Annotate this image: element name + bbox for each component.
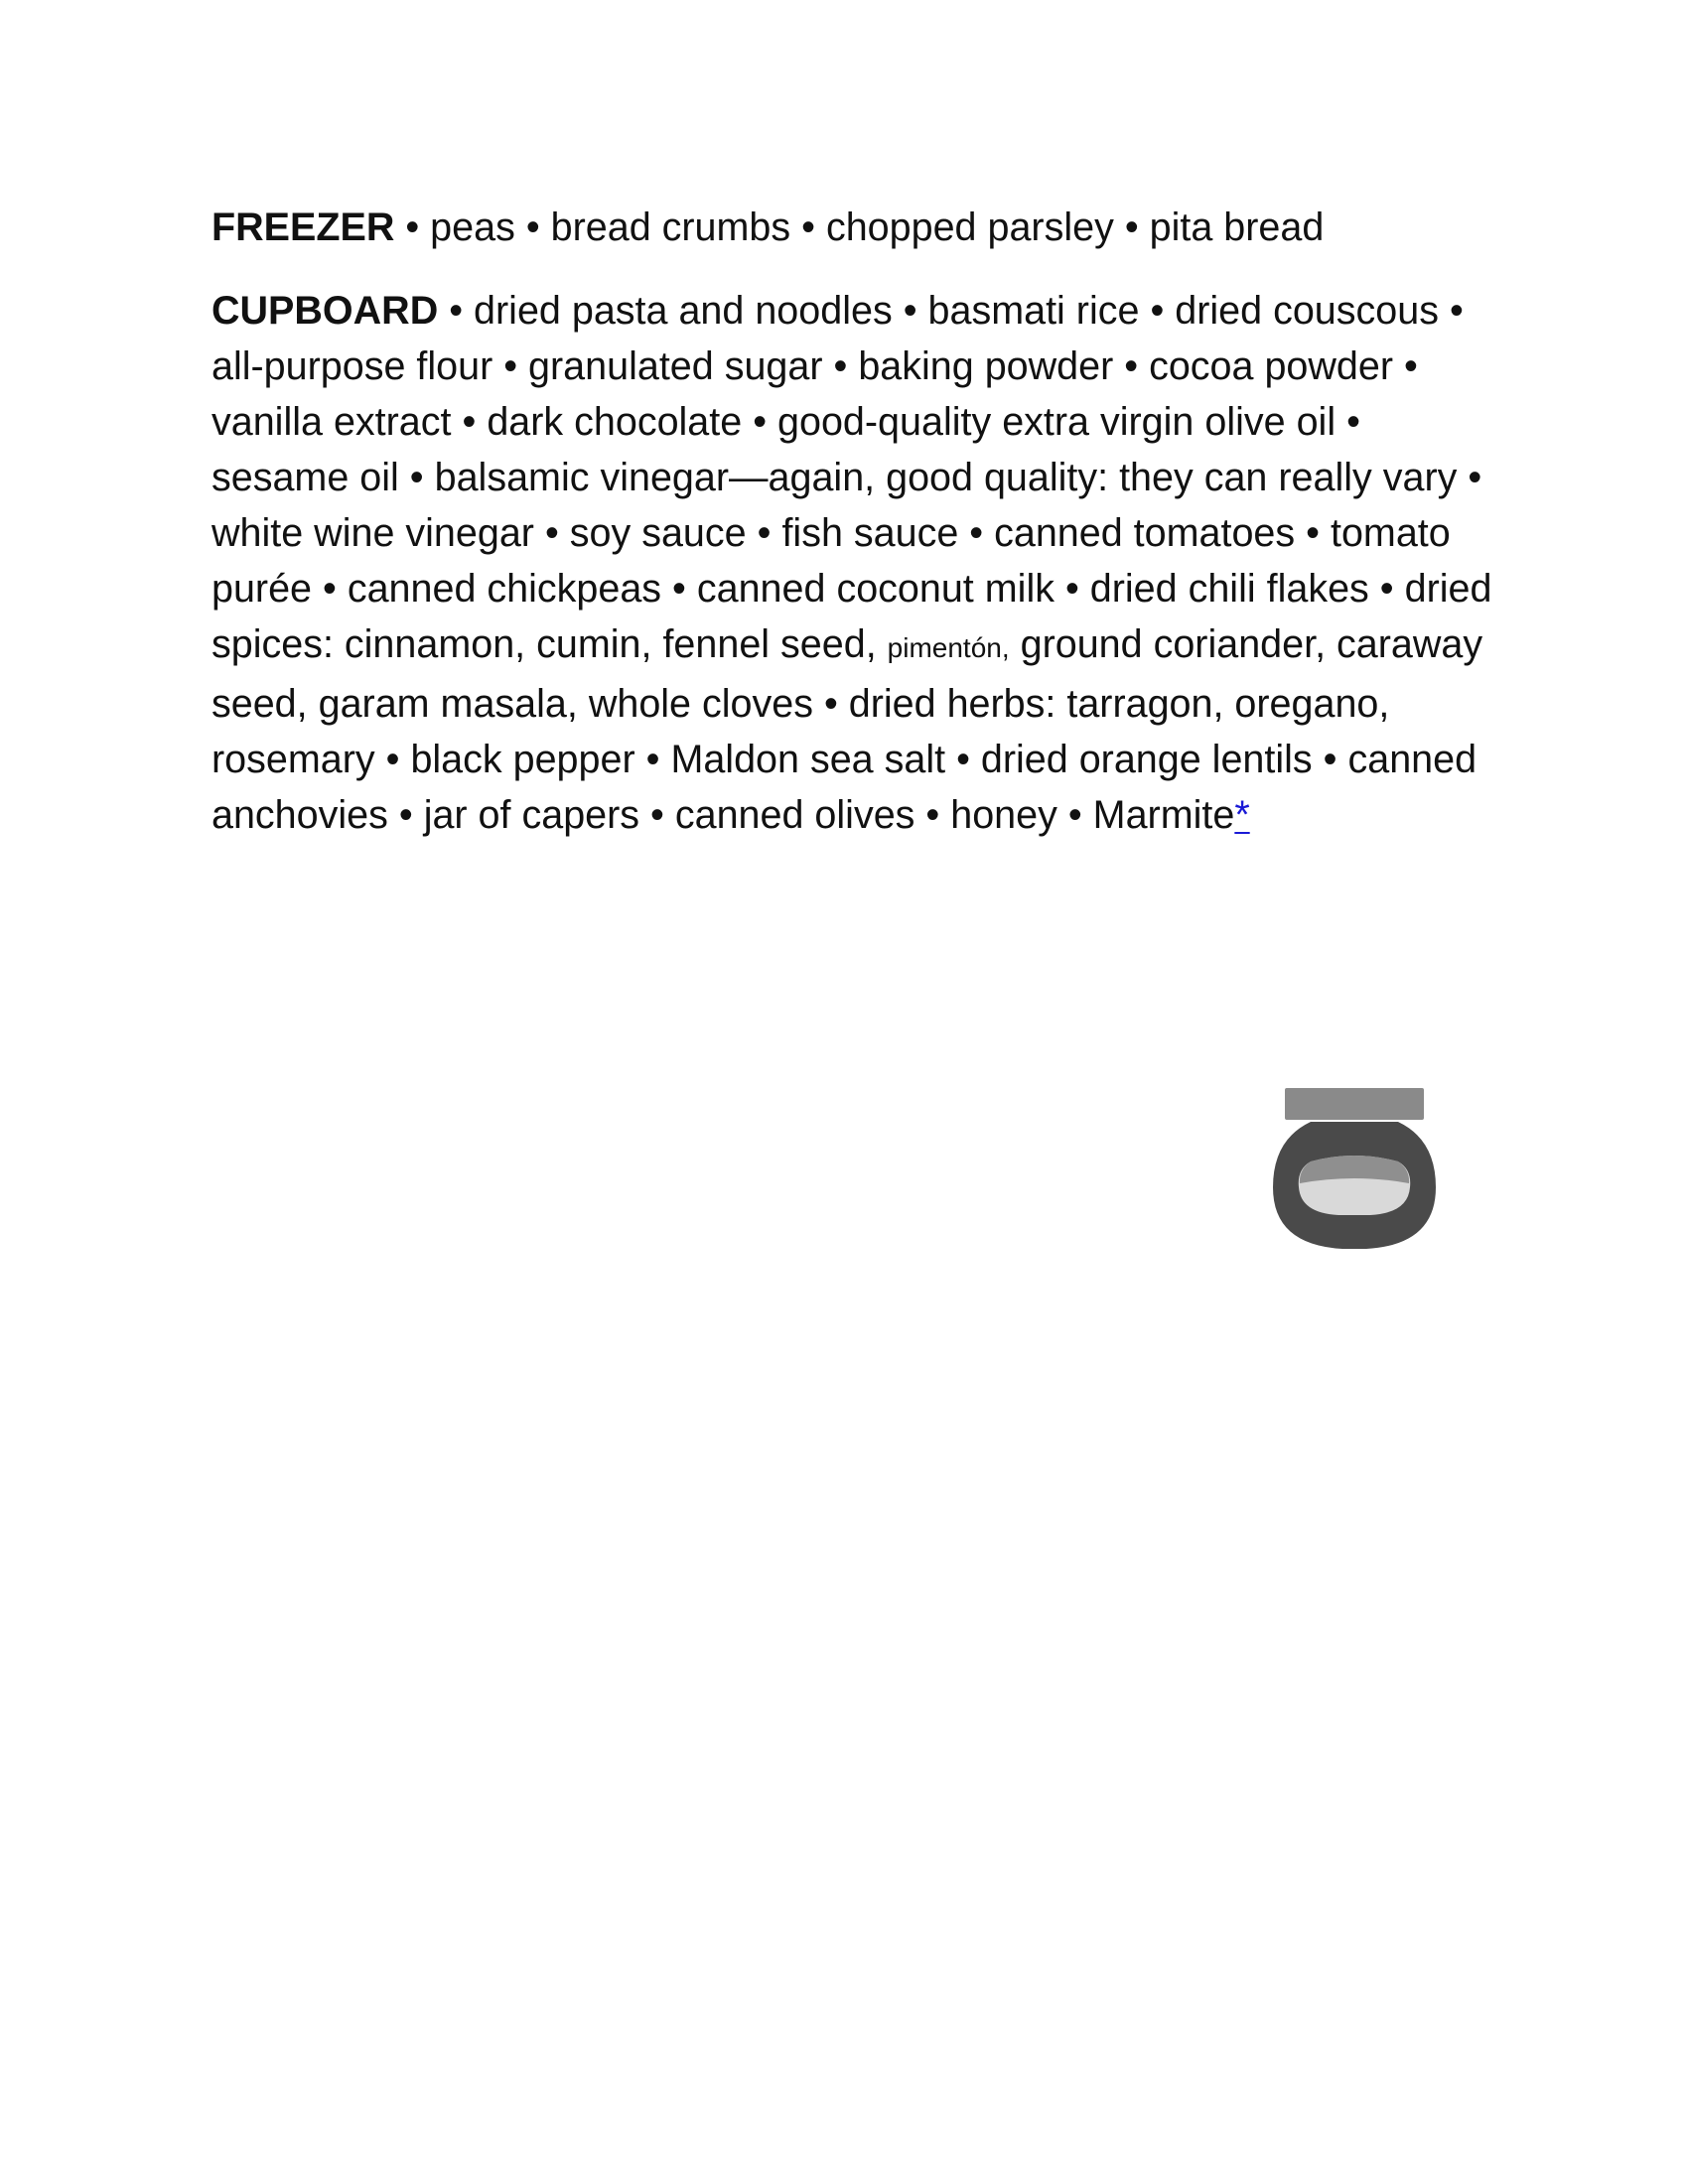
bullet-separator: • — [757, 511, 772, 555]
cupboard-paragraph — [211, 283, 1492, 843]
list-item: dried pasta and noodles — [474, 289, 893, 333]
list-item: cocoa powder — [1149, 344, 1394, 388]
bullet-separator: • — [323, 567, 337, 611]
bullet-separator: • — [823, 682, 838, 726]
bullet-separator: • — [1323, 738, 1337, 781]
list-item: vanilla extract — [211, 400, 452, 444]
jar-icon — [1271, 1088, 1438, 1252]
bullet-separator: • — [645, 738, 660, 781]
bullet-separator: • — [833, 344, 848, 388]
list-item: baking powder — [858, 344, 1114, 388]
bullet-separator: • — [1306, 511, 1320, 555]
list-item: dried couscous — [1175, 289, 1439, 333]
bullet-separator: • — [1468, 456, 1482, 499]
bullet-separator: • — [405, 205, 420, 249]
list-item: basmati rice — [927, 289, 1140, 333]
list-item: dried orange lentils — [980, 738, 1313, 781]
cupboard-heading: CUPBOARD — [211, 289, 439, 333]
bullet-separator: • — [385, 738, 400, 781]
bullet-separator: • — [650, 793, 664, 837]
freezer-heading: FREEZER — [211, 205, 395, 249]
list-item: white wine vinegar — [211, 511, 534, 555]
list-item: granulated sugar — [528, 344, 823, 388]
bullet-separator: • — [1379, 567, 1394, 611]
list-item: canned tomatoes — [994, 511, 1296, 555]
bullet-separator: • — [1067, 793, 1082, 837]
list-item-spices-small: pimentón, — [887, 632, 1010, 663]
list-item: canned olives — [674, 793, 915, 837]
list-item: dried herbs: tarragon, oregano, rosemary — [211, 682, 1390, 781]
bullet-separator: • — [1150, 289, 1165, 333]
list-item: all-purpose flour — [211, 344, 493, 388]
bullet-separator: • — [903, 289, 917, 333]
list-item: fish sauce — [781, 511, 959, 555]
list-item: canned anchovies — [211, 738, 1477, 837]
bullet-separator: • — [398, 793, 413, 837]
bullet-separator: • — [462, 400, 477, 444]
list-item: dried chili flakes — [1089, 567, 1369, 611]
list-item: balsamic vinegar—again, good quality: they can really vary — [434, 456, 1458, 499]
bullet-separator: • — [1404, 344, 1418, 388]
bullet-separator: • — [503, 344, 518, 388]
bullet-separator: • — [925, 793, 940, 837]
list-item: pita bread — [1149, 205, 1325, 249]
list-item: dark chocolate — [487, 400, 743, 444]
bullet-separator: • — [956, 738, 970, 781]
bullet-separator: • — [409, 456, 424, 499]
list-item: canned coconut milk — [696, 567, 1055, 611]
bullet-separator: • — [1346, 400, 1360, 444]
list-item-spices-suffix: ground coriander, caraway seed, garam masala, whole cloves — [211, 622, 1483, 726]
list-item-spices-prefix: dried spices: cinnamon, cumin, fennel seed, — [211, 567, 1492, 666]
bullet-separator: • — [969, 511, 984, 555]
list-item: soy sauce — [569, 511, 747, 555]
list-item: honey — [950, 793, 1057, 837]
list-item: bread crumbs — [550, 205, 791, 249]
bullet-separator: • — [1449, 289, 1464, 333]
bullet-separator: • — [1124, 205, 1139, 249]
bullet-separator: • — [525, 205, 540, 249]
bullet-separator: • — [801, 205, 815, 249]
list-item: canned chickpeas — [347, 567, 662, 611]
footnote-link[interactable]: * — [1234, 793, 1250, 837]
list-item: chopped parsley — [825, 205, 1114, 249]
bullet-separator: • — [753, 400, 768, 444]
list-item: black pepper — [410, 738, 635, 781]
list-item: sesame oil — [211, 456, 399, 499]
bullet-separator: • — [544, 511, 559, 555]
list-item: tomato purée — [211, 511, 1451, 611]
jar-lid — [1285, 1088, 1424, 1120]
list-item: peas — [430, 205, 515, 249]
list-item-last: Marmite — [1092, 793, 1235, 837]
bullet-separator: • — [1124, 344, 1139, 388]
list-item: good-quality extra virgin olive oil — [777, 400, 1336, 444]
bullet-separator: • — [672, 567, 686, 611]
freezer-paragraph — [211, 200, 1492, 255]
bullet-separator: • — [1064, 567, 1079, 611]
list-item: jar of capers — [423, 793, 640, 837]
bullet-separator: • — [449, 289, 464, 333]
list-item: Maldon sea salt — [670, 738, 946, 781]
